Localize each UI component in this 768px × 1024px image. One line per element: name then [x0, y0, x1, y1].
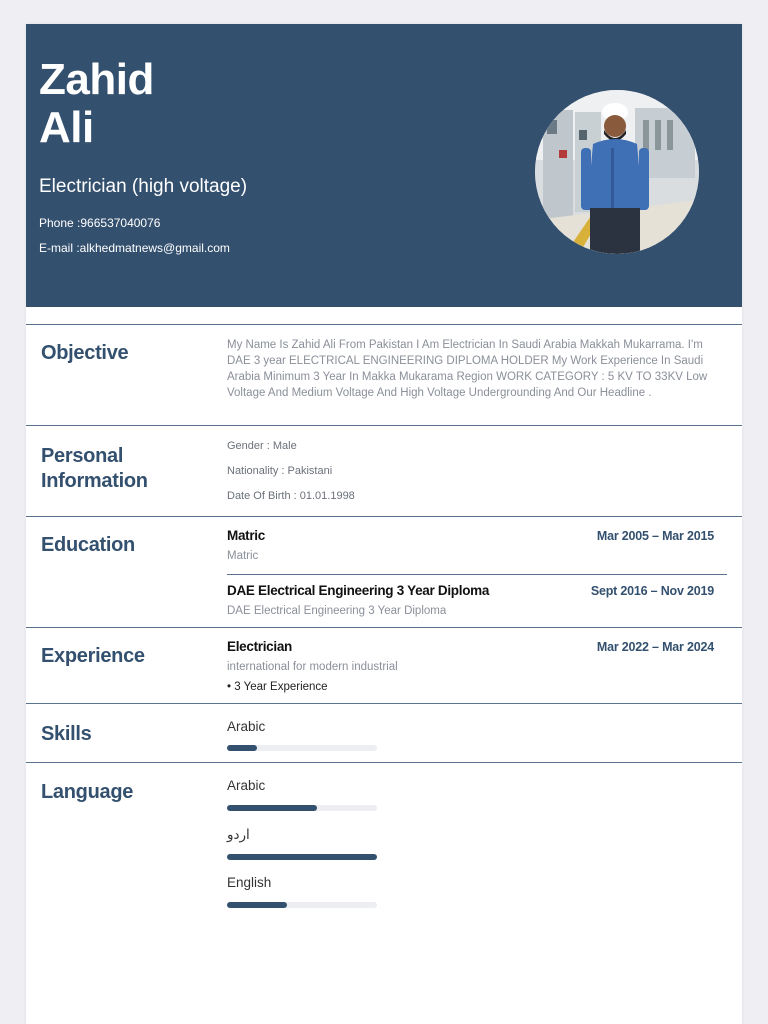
experience-item-bullet: • 3 Year Experience [227, 681, 328, 693]
experience-item-date: Mar 2022 – Mar 2024 [596, 640, 714, 654]
language-bar-fill [227, 854, 377, 860]
skill-label: Arabic [227, 719, 266, 734]
experience-title: Experience [41, 645, 145, 667]
objective-section [26, 324, 742, 426]
resume-page [26, 24, 742, 1024]
language-bar-track [227, 854, 377, 860]
skill-bar-track [227, 745, 377, 751]
skills-title: Skills [41, 723, 92, 745]
language-title: Language [41, 781, 134, 803]
language-bar-track [227, 902, 377, 908]
language-label: English [227, 875, 272, 890]
nationality-line: Nationality : Pakistani [227, 465, 333, 477]
resume-header [26, 24, 742, 307]
objective-text: My Name Is Zahid Ali From Pakistan I Am Electrician In Saudi Arabia Makkah Mukarrama. I'm DAE 3 year ELECTRICAL ENGINEERING DIPLOMA HOLDER My Work Experience In Saudi Arabia Minimum 3 Year In Makka Mukarama Region WORK CATEGORY : 5 KV TO 33KV Low Voltage And Medium Voltage And High Voltage Undergrounding And Our Headline . [227, 339, 708, 399]
skills-section [26, 703, 742, 762]
profile-photo [535, 90, 699, 254]
education-section [26, 516, 742, 627]
gender-line: Gender : Male [227, 440, 297, 452]
personal-info-section [26, 425, 742, 516]
language-bar-track [227, 805, 377, 811]
language-bar-fill [227, 902, 287, 908]
language-bar-fill [227, 805, 317, 811]
personal-info-title [41, 444, 148, 494]
education-item-sub: Matric [227, 550, 259, 562]
email-text: E-mail :alkhedmatnews@gmail.com [39, 241, 230, 255]
education-item-date: Mar 2005 – Mar 2015 [596, 529, 714, 543]
job-title: Electrician (high voltage) [39, 176, 248, 197]
profile-photo-illustration [535, 90, 699, 254]
language-section [26, 762, 742, 1024]
personal-info-title-line1: Personal [41, 445, 124, 467]
language-label: Arabic [227, 778, 266, 793]
objective-title: Objective [41, 342, 129, 364]
education-item-title: Matric [227, 528, 265, 543]
education-item-sub: DAE Electrical Engineering 3 Year Diploma [227, 605, 447, 617]
experience-section [26, 627, 742, 703]
dob-line: Date Of Birth : 01.01.1998 [227, 490, 355, 502]
candidate-name [39, 56, 154, 152]
education-title: Education [41, 534, 135, 556]
first-name: Zahid [39, 55, 154, 104]
experience-item-sub: international for modern industrial [227, 661, 398, 673]
education-item-date: Sept 2016 – Nov 2019 [590, 584, 714, 598]
education-divider [227, 574, 727, 575]
phone-text: Phone :966537040076 [39, 216, 161, 230]
education-item-title: DAE Electrical Engineering 3 Year Diploma [227, 583, 490, 598]
experience-item-title: Electrician [227, 639, 292, 654]
personal-info-title-line2: Information [41, 470, 148, 492]
skill-bar-fill [227, 745, 257, 751]
last-name: Ali [39, 103, 94, 152]
language-label: اردو [227, 827, 250, 842]
